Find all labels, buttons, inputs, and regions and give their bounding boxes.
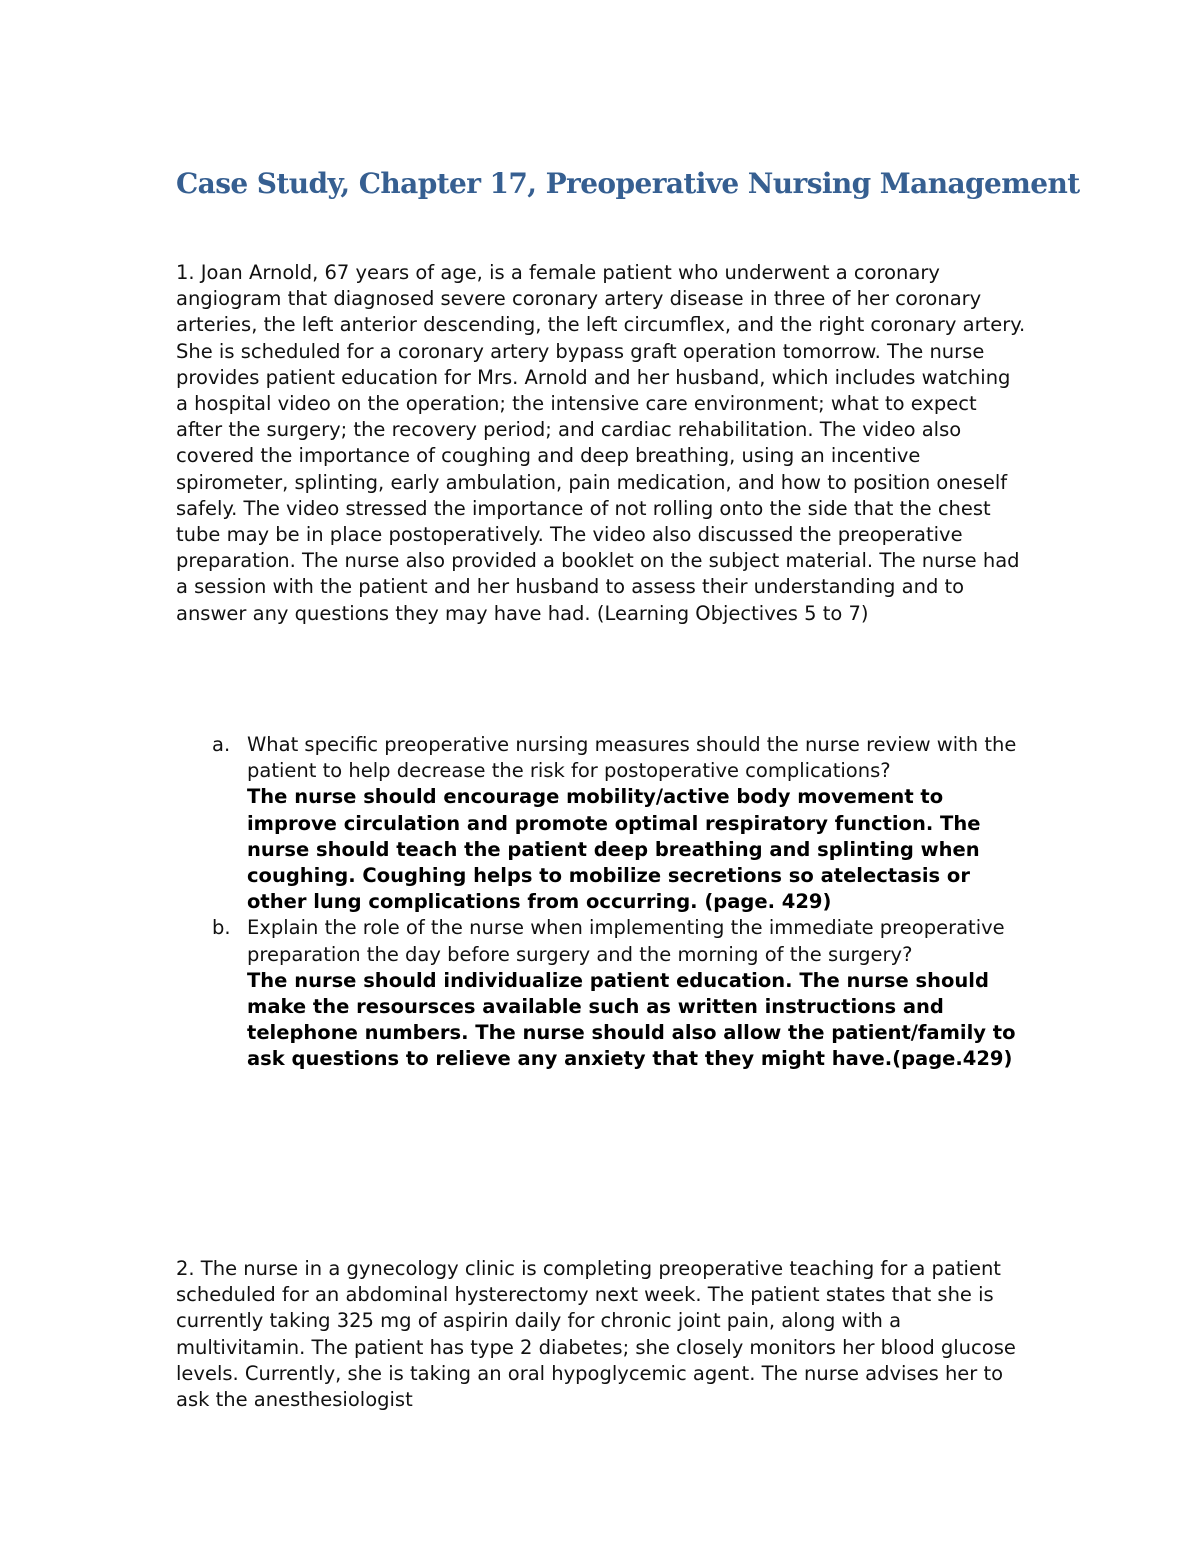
case-1-scenario: 1. Joan Arnold, 67 years of age, is a female patient who underwent a coronary angiogram that diagnosed severe coronary artery disease in three of her coronary arteries, the left anterior descending, the left circumflex, and the right coronary artery. She is scheduled for a coronary artery bypass graft operation tomorrow. The nurse provides patient education for Mrs. Arnold and her husband, which includes watching a hospital video on the operation; the intensive care environment; what to expect after the surgery; the recovery period; and cardiac rehabilitation. The video also covered the importance of coughing and deep breathing, using an incentive spirometer, splinting, early ambulation, pain medication, and how to position oneself safely. The video stressed the importance of not rolling onto the side that the chest tube may be in place postoperatively. The video also discussed the preoperative preparation. The nurse also provided a booklet on the subject material. The nurse had a session with the patient and her husband to assess their understanding and to answer any questions they may have had. (Learning Objectives 5 to 7) xyxy=(176,261,1026,625)
answer-b-text: The nurse should individualize patient education. The nurse should make the resoursces available such as written instructions and telephone numbers. The nurse should also allow the patient/family to ask questions to relieve any anxiety that they might have.(page.429) xyxy=(247,968,1016,1071)
case-1-question-list xyxy=(176,732,1028,1073)
question-b-text: Explain the role of the nurse when implementing the immediate preoperative preparation the day before surgery and the morning of the surgery? xyxy=(247,916,1005,966)
question-b-marker: b. xyxy=(212,916,231,940)
answer-a-text: The nurse should encourage mobility/active body movement to improve circulation and promote optimal respiratory function. The nurse should teach the patient deep breathing and splinting when coughing. Coughing helps to mobilize secretions so atelectasis or other lung complications from occurring. (page. 429) xyxy=(247,785,981,914)
question-a-text: What specific preoperative nursing measures should the nurse review with the patient to help decrease the risk for postoperative complications? xyxy=(247,733,1017,783)
question-a-marker: a. xyxy=(212,733,231,756)
question-b xyxy=(176,915,1028,1072)
document-title: Case Study, Chapter 17, Preoperative Nursing Management xyxy=(176,167,1080,200)
case-2-scenario: 2. The nurse in a gynecology clinic is completing preoperative teaching for a patient scheduled for an abdominal hysterectomy next week. The patient states that she is currently taking 325 mg of aspirin daily for chronic joint pain, along with a multivitamin. The patient has type 2 diabetes; she closely monitors her blood glucose levels. Currently, she is taking an oral hypoglycemic agent. The nurse advises her to ask the anesthesiologist xyxy=(176,1257,1016,1412)
question-a xyxy=(176,732,1028,915)
